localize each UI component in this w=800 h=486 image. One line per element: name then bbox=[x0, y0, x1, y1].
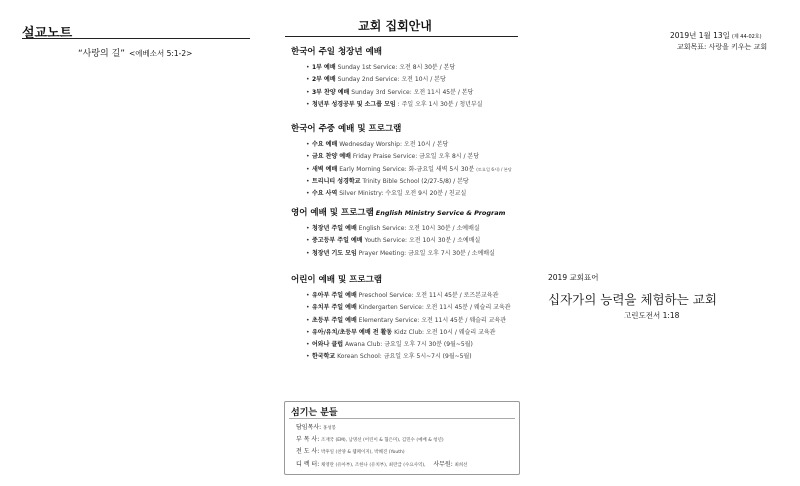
schedule-item bbox=[291, 339, 541, 351]
schedule-item bbox=[291, 223, 541, 235]
staff-names: 홍성봉 bbox=[322, 426, 337, 431]
sermon-notes-title: 설교노트 bbox=[22, 26, 73, 41]
service-name: 유아/유치/초등부 예배 전 활동 bbox=[312, 328, 393, 336]
schedule-item bbox=[291, 351, 541, 363]
schedule-item bbox=[291, 248, 541, 260]
motto-reference: 고린도전서 1:18 bbox=[624, 311, 680, 320]
church-motto: 십자가의 능력을 체험하는 교회 bbox=[548, 292, 717, 307]
schedule-list bbox=[291, 139, 541, 200]
service-detail: 오전 11시 45분 / 웨슬리 교육관 bbox=[425, 304, 511, 312]
church-goal: 교회목표: 사랑을 키우는 교회 bbox=[677, 43, 768, 51]
schedule-section bbox=[291, 122, 541, 200]
issue-number: (제 44-02호) bbox=[731, 34, 762, 40]
service-detail: 오전 10시 / 웨슬리 교육관 bbox=[426, 328, 496, 336]
service-english-name: : bbox=[397, 100, 400, 108]
service-english-name: Wednesday Worship: bbox=[339, 141, 402, 148]
staff-box bbox=[284, 401, 520, 475]
service-detail: 금요일 오후 7시 30분 / 소예배실 bbox=[408, 249, 495, 257]
service-english-name: Early Morning Service: bbox=[339, 165, 407, 173]
staff-role: 담임목사: bbox=[296, 424, 322, 431]
service-detail: 오전 10시 / 본당 bbox=[401, 76, 446, 84]
schedule-item bbox=[291, 235, 541, 247]
service-english-name: Kidz Club: bbox=[394, 328, 425, 336]
service-detail: 오전 10시 / 본당 bbox=[403, 141, 449, 148]
divider bbox=[285, 36, 518, 37]
staff-names: 채영란 (유아부), 조한나 (유치부), 최란급 (수요사역), bbox=[320, 462, 426, 468]
service-detail: 금요일 오후 8시 / 본당 bbox=[419, 153, 479, 161]
service-detail: 주일 오후 1시 30분 / 청년부실 bbox=[401, 100, 483, 108]
schedule-item bbox=[291, 74, 541, 86]
staff-role: 디 렉 터: bbox=[296, 460, 320, 468]
service-english-name: Sunday 3rd Service: bbox=[351, 88, 412, 96]
service-english-name: Youth Service: bbox=[364, 237, 408, 245]
schedule-item bbox=[291, 315, 541, 327]
service-name: 청장년 기도 모임 bbox=[312, 249, 357, 257]
section-heading-text: 한국어 주중 예배 및 프로그램 bbox=[291, 124, 402, 134]
sermon-scripture: <에베소서 5:1-2> bbox=[128, 49, 193, 58]
service-name: 중고등부 주일 예배 bbox=[312, 237, 363, 245]
service-detail: 오전 10시 30분 / 소예배실 bbox=[409, 237, 481, 245]
section-heading-english: English Ministry Service & Program bbox=[375, 209, 506, 217]
service-english-name: Awana Club: bbox=[345, 341, 383, 349]
service-detail: 오전 8시 30분 / 본당 bbox=[399, 64, 456, 71]
section-heading-text: 영어 예배 및 프로그램 bbox=[291, 208, 374, 218]
bulletin-date bbox=[670, 30, 762, 41]
service-english-name: Trinity Bible School bbox=[362, 177, 420, 185]
staff-names: 조재국 (EM), 남명선 (어린이 & 협은미), 김민수 (예배 & 청년) bbox=[320, 438, 444, 444]
service-detail: 금요일 오후 7시 30분 (9월~5월) bbox=[384, 341, 473, 349]
service-english-name: Friday Praise Service: bbox=[352, 153, 418, 161]
service-english-name: Silver Ministry: bbox=[339, 190, 384, 198]
section-heading bbox=[291, 45, 541, 57]
service-english-name: Korean School: bbox=[337, 353, 382, 361]
staff-row bbox=[296, 446, 468, 458]
staff-names: 최희선 bbox=[454, 462, 468, 468]
schedule-item bbox=[291, 164, 541, 176]
staff-title: 섬기는 분들 bbox=[291, 408, 338, 418]
section-heading bbox=[291, 122, 541, 134]
service-name: 청장년 주일 예배 bbox=[312, 225, 357, 232]
service-english-name: Prayer Meeting: bbox=[358, 249, 407, 257]
divider bbox=[289, 418, 515, 419]
sermon-heading bbox=[78, 46, 192, 59]
service-detail: 오전 11시 45분 / 웨슬리 교육관 bbox=[421, 316, 507, 324]
service-english-name: Sunday 2nd Service: bbox=[337, 76, 400, 84]
service-name: 트리니티 성경학교 bbox=[312, 177, 361, 185]
staff-row bbox=[296, 422, 468, 434]
section-heading-text: 어린이 예배 및 프로그램 bbox=[291, 275, 382, 285]
schedule-item bbox=[291, 302, 541, 314]
schedule-section bbox=[291, 206, 541, 260]
service-name: 유아부 주일 예배 bbox=[312, 292, 357, 299]
service-english-name: Kindergarten Service: bbox=[358, 304, 424, 312]
schedule-item bbox=[291, 62, 541, 74]
staff-row bbox=[296, 459, 468, 471]
schedule-item bbox=[291, 188, 541, 200]
gathering-title: 교회 집회안내 bbox=[358, 19, 432, 33]
service-name: 한국학교 bbox=[312, 353, 336, 361]
schedule-item bbox=[291, 176, 541, 188]
service-detail: 화-금요일 새벽 5시 30분 bbox=[408, 165, 475, 173]
service-name: 어와나 클럽 bbox=[312, 341, 344, 349]
service-detail: 오전 11시 45분 / 로즈본교육관 bbox=[415, 292, 499, 299]
schedule-item bbox=[291, 151, 541, 163]
service-name: 청년부 성경공부 및 소그룹 모임 bbox=[312, 100, 396, 108]
service-name: 새벽 예배 bbox=[312, 165, 338, 173]
service-name: 수요 사역 bbox=[312, 190, 338, 198]
date-text: 2019년 1월 13일 bbox=[670, 31, 730, 40]
schedule-item bbox=[291, 290, 541, 302]
service-english-name: English Service: bbox=[358, 225, 407, 232]
service-note: (토요일 6시) / 본당 bbox=[476, 166, 512, 172]
schedule-item bbox=[291, 327, 541, 339]
year-theme-label: 2019 교회표어 bbox=[548, 273, 599, 282]
schedule-list bbox=[291, 290, 541, 364]
service-detail: 오전 10시 30분 / 소예배실 bbox=[408, 225, 480, 232]
service-detail: 수요일 오전 9시 20분 / 친교실 bbox=[385, 190, 467, 198]
schedule-item bbox=[291, 87, 541, 99]
staff-role: 부 목 사: bbox=[296, 436, 320, 444]
divider bbox=[22, 38, 250, 39]
schedule-list bbox=[291, 223, 541, 260]
section-heading-text: 한국어 주일 청장년 예배 bbox=[291, 47, 382, 57]
staff-list bbox=[296, 422, 468, 471]
sermon-title: “사랑의 길” bbox=[78, 49, 125, 59]
service-name: 수요 예배 bbox=[312, 141, 338, 148]
service-name: 3부 찬양 예배 bbox=[312, 88, 350, 96]
service-english-name: Sunday 1st Service: bbox=[337, 64, 398, 71]
service-name: 유치부 주일 예배 bbox=[312, 304, 357, 312]
schedule-section bbox=[291, 45, 541, 111]
staff-row bbox=[296, 434, 468, 446]
service-detail: 오전 11시 45분 / 본당 bbox=[413, 88, 474, 96]
service-name: 초등부 주일 예배 bbox=[312, 316, 357, 324]
schedule-item bbox=[291, 139, 541, 151]
staff-role: 전 도 사: bbox=[296, 448, 320, 456]
service-name: 금요 찬양 예배 bbox=[312, 153, 351, 161]
staff-names: 박후일 (찬양 & 웹페이지), 박혜진 (Youth) bbox=[320, 450, 405, 456]
service-detail: (2/27-5/8) / 본당 bbox=[421, 177, 469, 185]
service-name: 1부 예배 bbox=[312, 64, 336, 71]
section-heading bbox=[291, 206, 541, 218]
section-heading bbox=[291, 273, 541, 285]
staff-role: 사무원: bbox=[433, 460, 453, 468]
service-english-name: Elementary Service: bbox=[358, 316, 420, 324]
schedule-list bbox=[291, 62, 541, 111]
schedule-section bbox=[291, 273, 541, 364]
service-name: 2부 예배 bbox=[312, 76, 336, 84]
schedule-item bbox=[291, 99, 541, 111]
service-english-name: Preschool Service: bbox=[358, 292, 414, 299]
service-detail: 금요일 오후 5시~7시 (9월~5월) bbox=[383, 353, 472, 361]
